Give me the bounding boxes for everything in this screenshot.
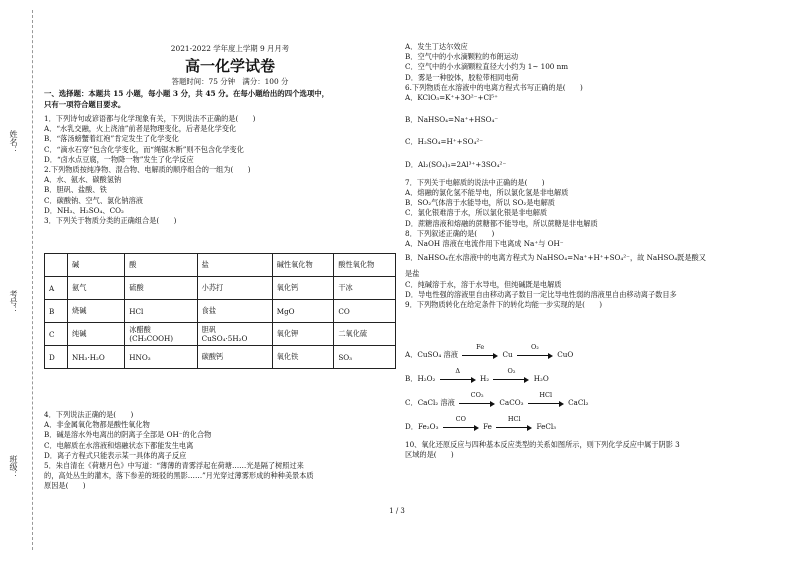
table-cell: 氧化铁 bbox=[272, 346, 334, 369]
question-line: 6.下列物质在水溶液中的电离方程式书写正确的是( ) bbox=[405, 82, 583, 92]
table-cell: HCl bbox=[125, 300, 197, 323]
table-cell: 氨气 bbox=[68, 277, 125, 300]
question-line: C．碳酸钠、空气、氯化钠溶液 bbox=[44, 195, 143, 205]
table-cell: 干冰 bbox=[334, 277, 396, 300]
table-cell: MgO bbox=[272, 300, 334, 323]
table-cell-line: 冰醋酸 bbox=[129, 325, 151, 334]
table-cell: D bbox=[45, 346, 68, 369]
table-cell-line: CuSO₄·5H₂O bbox=[201, 334, 248, 343]
option-letter: C． bbox=[405, 398, 418, 407]
question-line: 9．下列物质转化在给定条件下的转化均能一步实现的是( ) bbox=[405, 300, 603, 310]
right-questions-2 bbox=[405, 440, 680, 460]
question-line: D．蔗糖溶液和熔融的蔗糖都不能导电，所以蔗糖是非电解质 bbox=[405, 218, 598, 228]
table-cell: CO bbox=[334, 300, 396, 323]
table-row bbox=[45, 277, 396, 300]
table-cell: HNO₃ bbox=[125, 346, 197, 369]
chain-species: CaCO₃ bbox=[499, 398, 524, 407]
arrow-condition: Fe bbox=[476, 343, 485, 351]
name-label: 姓名： bbox=[9, 130, 18, 154]
question-line: 是盐 bbox=[405, 269, 420, 279]
question-line: A．“水乳交融，火上浇油”前者是物理变化，后者是化学变化 bbox=[44, 124, 237, 134]
term-line: 2021-2022 学年度上学期 9 月月考 bbox=[170, 44, 290, 53]
table-cell: 氧化钙 bbox=[272, 277, 334, 300]
table-cell: NH₃·H₂O bbox=[68, 346, 125, 369]
table-row bbox=[45, 300, 396, 323]
right-questions bbox=[405, 42, 706, 310]
table-cell: B bbox=[45, 300, 68, 323]
question-line: B．“落汤螃蟹着红袍”肯定发生了化学变化 bbox=[44, 134, 179, 144]
chain-species: H₂O₂ bbox=[417, 374, 436, 383]
chain-option-b bbox=[405, 367, 549, 384]
option-letter: B． bbox=[405, 374, 418, 383]
question-line: A．水、氨水、碳酸氢钠 bbox=[44, 175, 122, 185]
spacer bbox=[405, 170, 706, 178]
class-label: 班级： bbox=[9, 455, 18, 479]
chain-option-a bbox=[405, 343, 574, 360]
table-cell: 氧化钾 bbox=[272, 323, 334, 346]
table-cell: A bbox=[45, 277, 68, 300]
table-cell: 碳酸钙 bbox=[197, 346, 272, 369]
question-line: B．NaHSO₄=Na⁺+HSO₄⁻ bbox=[405, 115, 499, 125]
question-line: 2.下列物质按纯净物、混合物、电解质的顺序组合的一组为( ) bbox=[44, 165, 251, 175]
question-line: C．电解质在水溶液和熔融状态下都能发生电离 bbox=[44, 440, 194, 450]
chain-species: CaCl₂ 溶液 bbox=[417, 398, 455, 407]
question-line: 8．下列叙述正确的是( ) bbox=[405, 228, 495, 238]
question-line: 10、氧化还原反应与四种基本反应类型的关系如图所示，则下列化学反应中属于阴影 3 bbox=[405, 440, 680, 449]
question-line: 5．朱自清在《荷塘月色》中写道：“薄薄的青雾浮起在荷塘……光是隔了树照过来 bbox=[44, 461, 304, 471]
chain-option-c bbox=[405, 391, 589, 408]
arrow-condition: Δ bbox=[455, 367, 461, 375]
table-cell-line: 胆矾 bbox=[201, 325, 217, 334]
question-line: A．NaOH 溶液在电流作用下电离成 Na⁺与 OH⁻ bbox=[405, 239, 564, 249]
arrow-condition: O₂ bbox=[507, 367, 516, 375]
table-cell: 硫酸 bbox=[125, 277, 197, 300]
chain-species: Fe bbox=[483, 422, 492, 431]
chain-species: FeCl₃ bbox=[536, 422, 557, 431]
question-line: C．“滴水石穿”包含化学变化，而“绳锯木断”则不包含化学变化 bbox=[44, 144, 244, 154]
left-questions bbox=[44, 114, 255, 226]
table-cell: SO₃ bbox=[334, 346, 396, 369]
question-line: 1．下列诗句或谚语都与化学现象有关，下列说法不正确的是( ) bbox=[44, 114, 256, 123]
reaction-arrow bbox=[440, 367, 476, 383]
question-line: D．雾是一种胶体，胶粒带相同电荷 bbox=[405, 72, 519, 82]
spacer bbox=[405, 125, 706, 137]
table-header-cell: 盐 bbox=[197, 254, 272, 277]
question-line: B．SO₂气体溶于水能导电，所以 SO₂是电解质 bbox=[405, 198, 555, 208]
question-line: 4．下列说法正确的是( ) bbox=[44, 410, 134, 419]
arrow-condition: HCl bbox=[507, 415, 521, 423]
reaction-arrow bbox=[496, 415, 532, 431]
spacer bbox=[405, 103, 706, 115]
table-header-cell bbox=[45, 254, 68, 277]
option-letter: D． bbox=[405, 422, 418, 431]
table-cell: 二氧化硫 bbox=[334, 323, 396, 346]
section-heading: 一、选择题：本题共 15 小题，每小题 3 分，共 45 分。在每小题给出的四个选项中， bbox=[44, 89, 330, 98]
table-cell-line: (CH₃COOH) bbox=[129, 334, 174, 343]
question-line: A．KClO₃=K⁺+3O²⁻+Cl⁵⁺ bbox=[405, 93, 498, 103]
table-header-cell: 碱 bbox=[68, 254, 125, 277]
arrow-condition: O₂ bbox=[530, 343, 539, 351]
reaction-arrow bbox=[493, 367, 529, 383]
table-header-cell: 酸性氧化物 bbox=[334, 254, 396, 277]
question-line: 区域的是( ) bbox=[405, 450, 454, 460]
chain-species: CuO bbox=[557, 350, 574, 359]
question-line: B．空气中的小水滴颗粒的布朗运动 bbox=[405, 52, 519, 62]
question-line: A．发生丁达尔效应 bbox=[405, 42, 468, 51]
table-header-cell: 酸 bbox=[125, 254, 197, 277]
table-header-row bbox=[45, 254, 396, 277]
left-questions-2 bbox=[44, 410, 314, 492]
option-letter: A． bbox=[405, 350, 418, 359]
page-number: 1 / 3 bbox=[389, 507, 405, 515]
question-line: C．空气中的小水滴颗粒直径大小约为 1~ 100 nm bbox=[405, 62, 569, 72]
question-line: B．NaHSO₄在水溶液中的电离方程式为 NaHSO₄=Na⁺+H⁺+SO₄²⁻，故 NaHSO₄既是酸又 bbox=[405, 253, 706, 263]
arrow-condition: CO₂ bbox=[470, 391, 484, 399]
question-line: 3．下列关于物质分类的正确组合是( ) bbox=[44, 216, 177, 226]
question-line: D．Al₂(SO₄)₃=2Al³⁺+3SO₄²⁻ bbox=[405, 159, 507, 169]
exam-info: 答题时间：75 分钟 满分：100 分 bbox=[171, 77, 289, 86]
section-heading-2: 只有一项符合题目要求。 bbox=[44, 99, 126, 109]
chain-species: Cu bbox=[502, 350, 513, 359]
chain-species: Fe₂O₃ bbox=[417, 422, 439, 431]
reaction-arrow bbox=[528, 391, 564, 407]
chain-species: CaCl₂ bbox=[568, 398, 589, 407]
table-header-cell: 碱性氧化物 bbox=[272, 254, 334, 277]
question-line: 原因是( ) bbox=[44, 481, 86, 491]
classification-table bbox=[44, 253, 396, 369]
question-line: D．离子方程式只能表示某一具体的离子反应 bbox=[44, 450, 187, 460]
table-cell: 烧碱 bbox=[68, 300, 125, 323]
table-cell-multiline bbox=[197, 323, 272, 346]
reaction-arrow bbox=[462, 343, 498, 359]
question-line: B．碱是溶水外电离出的阴离子全部是 OH⁻的化合物 bbox=[44, 430, 212, 440]
question-line: D．导电性强的溶液里自由移动离子数目一定比导电性弱的溶液里自由移动离子数目多 bbox=[405, 289, 677, 299]
chain-option-d bbox=[405, 415, 557, 432]
table-row bbox=[45, 323, 396, 346]
question-line: 7．下列关于电解质的说法中正确的是( ) bbox=[405, 177, 545, 187]
question-line: B．胆矾、盐酸、铁 bbox=[44, 185, 107, 195]
table-cell: 食盐 bbox=[197, 300, 272, 323]
table-cell-multiline bbox=[125, 323, 197, 346]
chain-species: H₂O bbox=[533, 374, 549, 383]
arrow-condition: CO bbox=[455, 415, 466, 423]
spacer bbox=[405, 148, 706, 160]
arrow-condition: HCl bbox=[539, 391, 553, 399]
reaction-arrow bbox=[459, 391, 495, 407]
question-line: C．纯碱溶于水，溶于水导电，但纯碱既是电解质 bbox=[405, 279, 562, 289]
question-line: D．NH₃、H₂SO₄、CO₂ bbox=[44, 205, 124, 215]
binding-line bbox=[32, 10, 33, 550]
question-line: 的，高处丛生的灌木，落下参差的斑驳的黑影……”月光穿过薄雾形成的种种美景本质 bbox=[44, 471, 314, 481]
chain-species: CuSO₄ 溶液 bbox=[417, 350, 458, 359]
question-line: C．氯化银难溶于水，所以氯化银是非电解质 bbox=[405, 208, 548, 218]
question-line: A．非金属氧化物都是酸性氧化物 bbox=[44, 420, 150, 430]
question-line: D．“卤水点豆腐，一物降一物”发生了化学反应 bbox=[44, 154, 194, 164]
table-row bbox=[45, 346, 396, 369]
page-title: 高一化学试卷 bbox=[184, 57, 275, 75]
reaction-arrow bbox=[517, 343, 553, 359]
table-cell: 小苏打 bbox=[197, 277, 272, 300]
exam-number-label: 考号： bbox=[9, 290, 18, 314]
chain-species: H₂ bbox=[480, 374, 490, 383]
question-line: C．H₂SO₄=H⁺+SO₄²⁻ bbox=[405, 137, 484, 147]
table-cell: C bbox=[45, 323, 68, 346]
question-line: A．熔融的氯化氢不能导电，所以氯化氢是非电解质 bbox=[405, 188, 569, 198]
table-cell: 纯碱 bbox=[68, 323, 125, 346]
reaction-arrow bbox=[443, 415, 479, 431]
